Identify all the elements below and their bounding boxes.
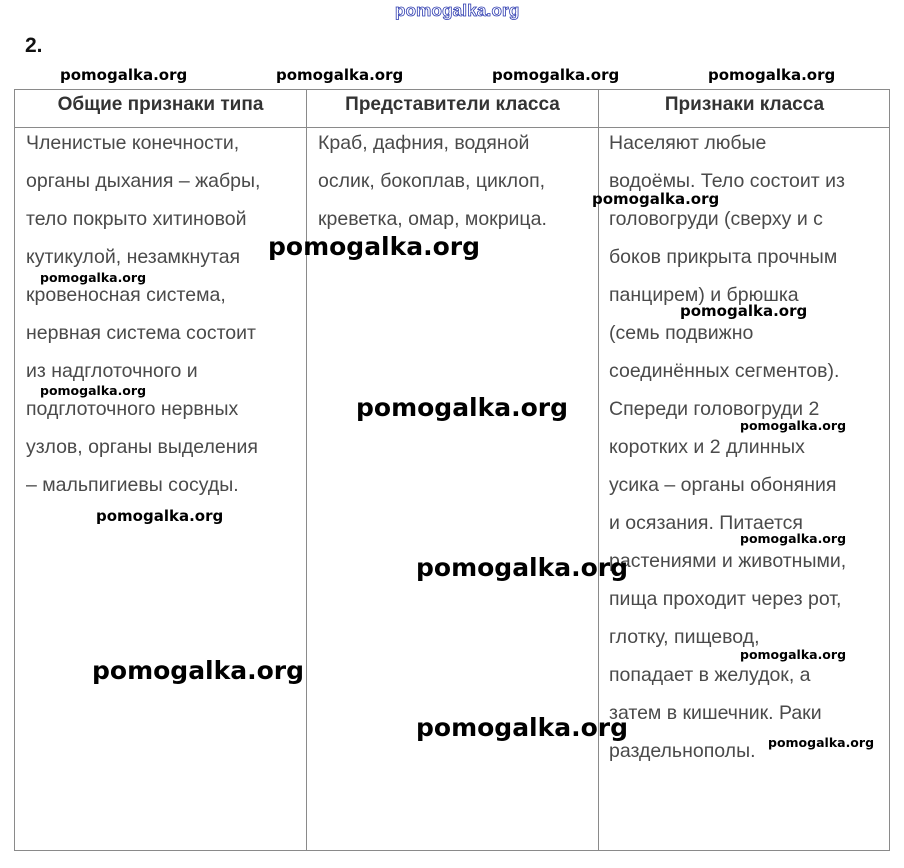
text-line: узлов, органы выделения	[26, 436, 258, 458]
cell-class-representatives	[318, 128, 547, 242]
watermark: pomogalka.org	[416, 553, 629, 582]
text-line: кутикулой, незамкнутая	[26, 246, 241, 268]
watermark: pomogalka.org	[92, 656, 305, 685]
text-line: боков прикрыта прочным	[609, 246, 838, 268]
text-line: – мальпигиевы сосуды.	[26, 474, 239, 496]
watermark: pomogalka.org	[40, 270, 147, 285]
text-line: попадает в желудок, а	[609, 664, 811, 686]
header-type-features: Общие признаки типа	[57, 94, 264, 115]
text-line: креветка, омар, мокрица.	[318, 208, 547, 230]
text-line: пища проходит через рот,	[609, 588, 842, 610]
text-line: органы дыхания – жабры,	[26, 170, 261, 192]
column-divider-1	[306, 90, 307, 850]
watermark: pomogalka.org	[680, 302, 808, 320]
text-line: глотку, пищевод,	[609, 626, 760, 648]
cell-class-features	[609, 128, 846, 774]
watermark: pomogalka.org	[96, 507, 224, 525]
text-line: нервная система состоит	[26, 322, 256, 344]
header-class-representatives: Представители класса	[345, 94, 560, 115]
watermark: pomogalka.org	[492, 66, 620, 84]
text-line: кровеносная система,	[26, 284, 226, 306]
watermark: pomogalka.org	[60, 66, 188, 84]
text-line: подглоточного нервных	[26, 398, 239, 420]
text-line: коротких и 2 длинных	[609, 436, 805, 458]
text-line: головогруди (сверху и с	[609, 208, 823, 230]
text-line: и осязания. Питается	[609, 512, 803, 534]
watermark: pomogalka.org	[592, 190, 720, 208]
text-line: водоёмы. Тело состоит из	[609, 170, 845, 192]
text-line: из надглоточного и	[26, 360, 198, 382]
cell-type-features	[26, 128, 260, 508]
watermark: pomogalka.org	[708, 66, 836, 84]
watermark: pomogalka.org	[276, 66, 404, 84]
text-line: Спереди головогруди 2	[609, 398, 820, 420]
text-line: соединённых сегментов).	[609, 360, 840, 382]
text-line: раздельнополы.	[609, 740, 756, 762]
header-class-features: Признаки класса	[664, 94, 825, 115]
text-line: затем в кишечник. Раки	[609, 702, 822, 724]
watermark: pomogalka.org	[416, 713, 629, 742]
text-line: растениями и животными,	[609, 550, 847, 572]
watermark: pomogalka.org	[356, 393, 569, 422]
watermark: pomogalka.org	[768, 735, 875, 750]
text-line: панцирем) и брюшка	[609, 284, 799, 306]
text-line: усика – органы обоняния	[609, 474, 837, 496]
watermark: pomogalka.org	[268, 232, 481, 261]
text-line: (семь подвижно	[609, 322, 754, 344]
site-link[interactable]: pomogalka.org	[395, 1, 520, 20]
watermark: pomogalka.org	[740, 531, 847, 546]
text-line: Членистые конечности,	[26, 132, 240, 154]
text-line: ослик, бокоплав, циклоп,	[318, 170, 546, 192]
watermark: pomogalka.org	[740, 418, 847, 433]
text-line: Краб, дафния, водяной	[318, 132, 530, 154]
text-line: Населяют любые	[609, 132, 767, 154]
text-line: тело покрыто хитиновой	[26, 208, 247, 230]
task-number: 2.	[25, 34, 43, 57]
watermark: pomogalka.org	[40, 383, 147, 398]
watermark: pomogalka.org	[740, 647, 847, 662]
